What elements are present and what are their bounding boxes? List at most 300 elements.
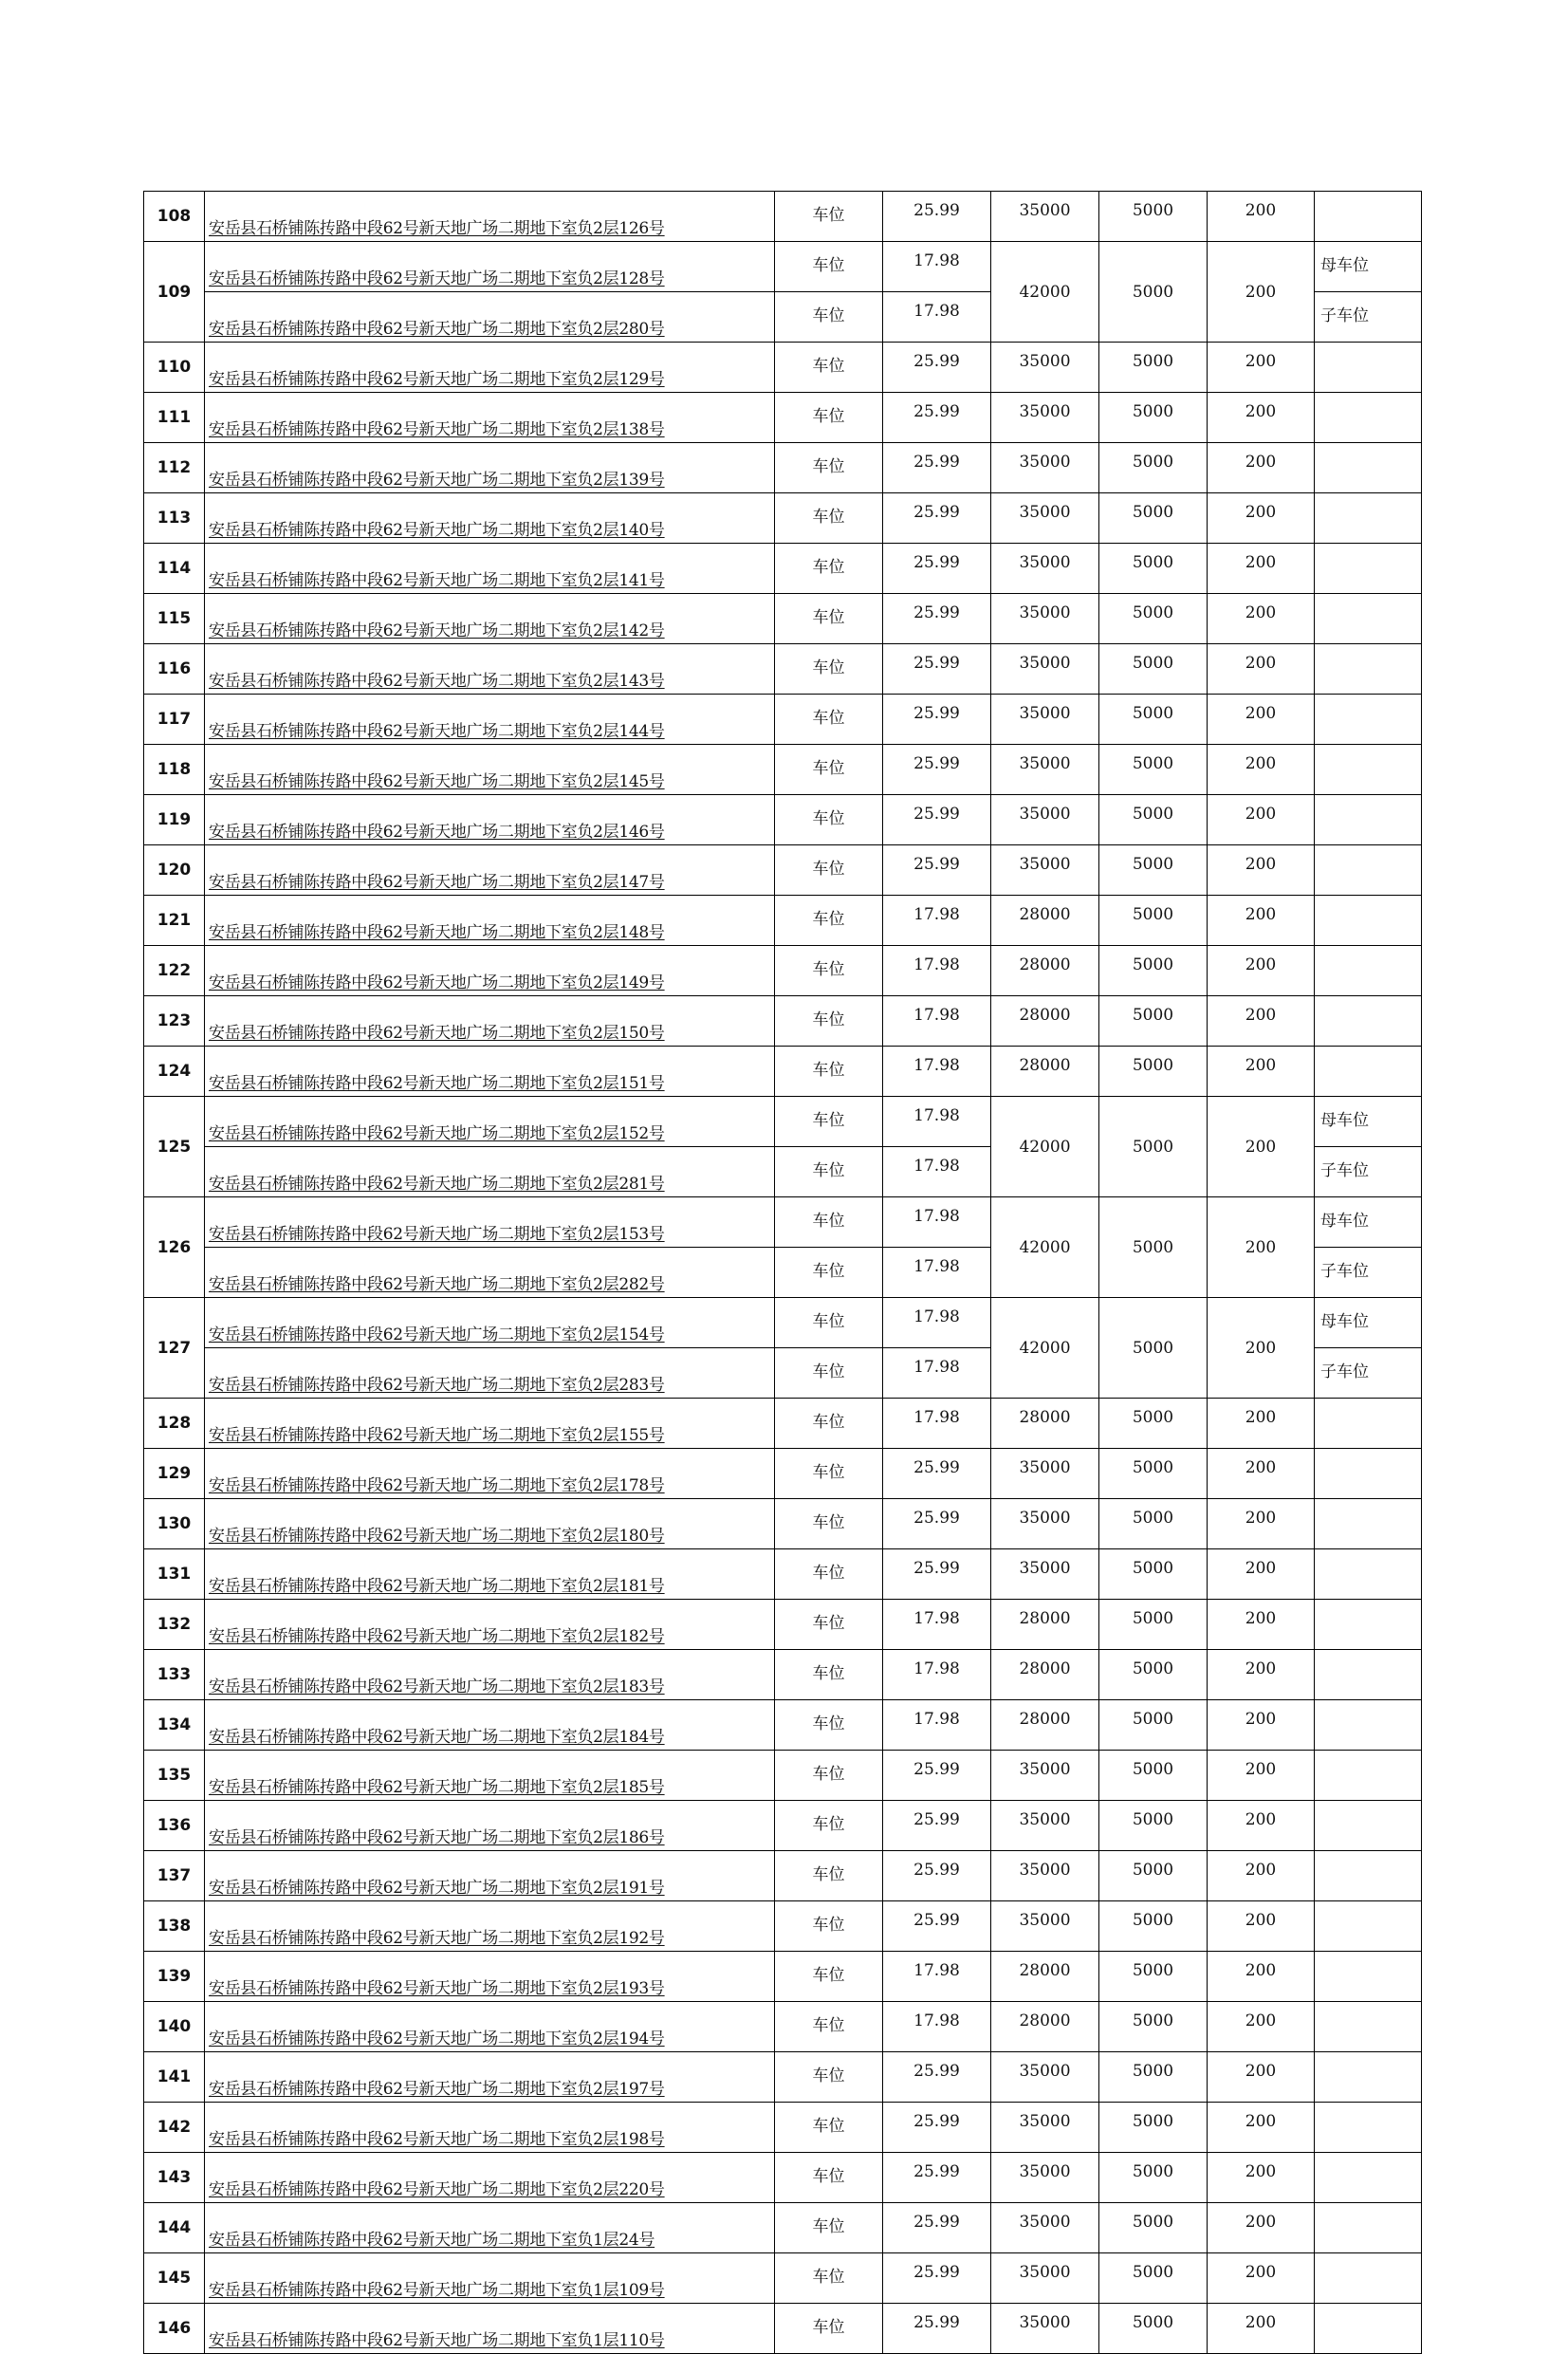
note-cell xyxy=(1315,2002,1422,2052)
area-cell: 17.98 xyxy=(883,1650,991,1700)
price-cell: 28000 xyxy=(991,1700,1099,1751)
note-cell: 子车位 xyxy=(1315,292,1422,343)
note-cell xyxy=(1315,1751,1422,1801)
row-number: 126 xyxy=(144,1197,205,1298)
note-cell xyxy=(1315,695,1422,745)
address-cell: 安岳县石桥铺陈抟路中段62号新天地广场二期地下室负2层140号 xyxy=(205,493,775,544)
area-cell: 17.98 xyxy=(883,242,991,292)
row-number: 115 xyxy=(144,594,205,644)
area-cell: 17.98 xyxy=(883,1399,991,1449)
deposit-cell: 5000 xyxy=(1099,996,1208,1047)
address-cell: 安岳县石桥铺陈抟路中段62号新天地广场二期地下室负2层142号 xyxy=(205,594,775,644)
price-cell: 35000 xyxy=(991,393,1099,443)
fee-cell: 200 xyxy=(1208,1751,1315,1801)
fee-cell: 200 xyxy=(1208,1097,1315,1197)
price-cell: 42000 xyxy=(991,1097,1099,1197)
table-row xyxy=(144,896,1422,946)
table-row xyxy=(144,795,1422,845)
fee-cell: 200 xyxy=(1208,1549,1315,1600)
fee-cell: 200 xyxy=(1208,2304,1315,2354)
address-cell: 安岳县石桥铺陈抟路中段62号新天地广场二期地下室负2层198号 xyxy=(205,2103,775,2153)
type-cell: 车位 xyxy=(775,1197,883,1248)
fee-cell: 200 xyxy=(1208,1600,1315,1650)
area-cell: 25.99 xyxy=(883,192,991,242)
address-cell: 安岳县石桥铺陈抟路中段62号新天地广场二期地下室负2层148号 xyxy=(205,896,775,946)
type-cell: 车位 xyxy=(775,2253,883,2304)
note-cell xyxy=(1315,2253,1422,2304)
price-cell: 35000 xyxy=(991,2103,1099,2153)
parking-table xyxy=(143,191,1422,2354)
note-cell xyxy=(1315,192,1422,242)
table-row xyxy=(144,745,1422,795)
area-cell: 17.98 xyxy=(883,1248,991,1298)
area-cell: 25.99 xyxy=(883,795,991,845)
address-cell: 安岳县石桥铺陈抟路中段62号新天地广场二期地下室负2层139号 xyxy=(205,443,775,493)
price-cell: 35000 xyxy=(991,343,1099,393)
note-cell xyxy=(1315,2052,1422,2103)
area-cell: 25.99 xyxy=(883,343,991,393)
address-cell: 安岳县石桥铺陈抟路中段62号新天地广场二期地下室负2层281号 xyxy=(205,1147,775,1197)
deposit-cell: 5000 xyxy=(1099,594,1208,644)
type-cell: 车位 xyxy=(775,242,883,292)
row-number: 137 xyxy=(144,1851,205,1901)
area-cell: 25.99 xyxy=(883,1449,991,1499)
fee-cell: 200 xyxy=(1208,1851,1315,1901)
table-row xyxy=(144,2253,1422,2304)
price-cell: 35000 xyxy=(991,695,1099,745)
address-cell: 安岳县石桥铺陈抟路中段62号新天地广场二期地下室负2层181号 xyxy=(205,1549,775,1600)
price-cell: 42000 xyxy=(991,1298,1099,1399)
price-cell: 35000 xyxy=(991,1449,1099,1499)
deposit-cell: 5000 xyxy=(1099,896,1208,946)
area-cell: 25.99 xyxy=(883,1549,991,1600)
area-cell: 25.99 xyxy=(883,2103,991,2153)
table-row xyxy=(144,242,1422,292)
address-cell: 安岳县石桥铺陈抟路中段62号新天地广场二期地下室负2层280号 xyxy=(205,292,775,343)
deposit-cell: 5000 xyxy=(1099,2103,1208,2153)
deposit-cell: 5000 xyxy=(1099,1549,1208,1600)
row-number: 131 xyxy=(144,1549,205,1600)
area-cell: 25.99 xyxy=(883,745,991,795)
fee-cell: 200 xyxy=(1208,2203,1315,2253)
area-cell: 17.98 xyxy=(883,996,991,1047)
area-cell: 17.98 xyxy=(883,1700,991,1751)
address-cell: 安岳县石桥铺陈抟路中段62号新天地广场二期地下室负2层155号 xyxy=(205,1399,775,1449)
deposit-cell: 5000 xyxy=(1099,493,1208,544)
deposit-cell: 5000 xyxy=(1099,2203,1208,2253)
table-row xyxy=(144,946,1422,996)
table-row xyxy=(144,1549,1422,1600)
type-cell: 车位 xyxy=(775,1600,883,1650)
fee-cell: 200 xyxy=(1208,695,1315,745)
table-row xyxy=(144,1600,1422,1650)
note-cell xyxy=(1315,1399,1422,1449)
row-number: 111 xyxy=(144,393,205,443)
address-cell: 安岳县石桥铺陈抟路中段62号新天地广场二期地下室负2层220号 xyxy=(205,2153,775,2203)
fee-cell: 200 xyxy=(1208,896,1315,946)
address-cell: 安岳县石桥铺陈抟路中段62号新天地广场二期地下室负2层192号 xyxy=(205,1901,775,1952)
note-cell: 子车位 xyxy=(1315,1248,1422,1298)
fee-cell: 200 xyxy=(1208,393,1315,443)
area-cell: 25.99 xyxy=(883,2203,991,2253)
row-number: 139 xyxy=(144,1952,205,2002)
deposit-cell: 5000 xyxy=(1099,2253,1208,2304)
price-cell: 35000 xyxy=(991,594,1099,644)
price-cell: 42000 xyxy=(991,242,1099,343)
address-cell: 安岳县石桥铺陈抟路中段62号新天地广场二期地下室负2层183号 xyxy=(205,1650,775,1700)
area-cell: 25.99 xyxy=(883,2052,991,2103)
price-cell: 28000 xyxy=(991,1399,1099,1449)
address-cell: 安岳县石桥铺陈抟路中段62号新天地广场二期地下室负2层186号 xyxy=(205,1801,775,1851)
row-number: 146 xyxy=(144,2304,205,2354)
row-number: 140 xyxy=(144,2002,205,2052)
area-cell: 25.99 xyxy=(883,393,991,443)
fee-cell: 200 xyxy=(1208,946,1315,996)
price-cell: 28000 xyxy=(991,1952,1099,2002)
note-cell xyxy=(1315,1047,1422,1097)
deposit-cell: 5000 xyxy=(1099,1901,1208,1952)
row-number: 138 xyxy=(144,1901,205,1952)
deposit-cell: 5000 xyxy=(1099,1298,1208,1399)
area-cell: 25.99 xyxy=(883,1499,991,1549)
address-cell: 安岳县石桥铺陈抟路中段62号新天地广场二期地下室负1层110号 xyxy=(205,2304,775,2354)
deposit-cell: 5000 xyxy=(1099,393,1208,443)
type-cell: 车位 xyxy=(775,1097,883,1147)
address-cell: 安岳县石桥铺陈抟路中段62号新天地广场二期地下室负2层193号 xyxy=(205,1952,775,2002)
type-cell: 车位 xyxy=(775,1751,883,1801)
type-cell: 车位 xyxy=(775,443,883,493)
note-cell xyxy=(1315,2203,1422,2253)
price-cell: 42000 xyxy=(991,1197,1099,1298)
note-cell xyxy=(1315,644,1422,695)
price-cell: 35000 xyxy=(991,544,1099,594)
area-cell: 25.99 xyxy=(883,493,991,544)
address-cell: 安岳县石桥铺陈抟路中段62号新天地广场二期地下室负2层151号 xyxy=(205,1047,775,1097)
row-number: 123 xyxy=(144,996,205,1047)
price-cell: 28000 xyxy=(991,2002,1099,2052)
deposit-cell: 5000 xyxy=(1099,1952,1208,2002)
deposit-cell: 5000 xyxy=(1099,2002,1208,2052)
price-cell: 28000 xyxy=(991,946,1099,996)
area-cell: 25.99 xyxy=(883,1901,991,1952)
fee-cell: 200 xyxy=(1208,192,1315,242)
note-cell xyxy=(1315,2304,1422,2354)
table-row xyxy=(144,695,1422,745)
type-cell: 车位 xyxy=(775,1700,883,1751)
row-number: 113 xyxy=(144,493,205,544)
address-cell: 安岳县石桥铺陈抟路中段62号新天地广场二期地下室负2层145号 xyxy=(205,745,775,795)
fee-cell: 200 xyxy=(1208,2052,1315,2103)
fee-cell: 200 xyxy=(1208,2253,1315,2304)
area-cell: 25.99 xyxy=(883,845,991,896)
address-cell: 安岳县石桥铺陈抟路中段62号新天地广场二期地下室负2层152号 xyxy=(205,1097,775,1147)
type-cell: 车位 xyxy=(775,393,883,443)
fee-cell: 200 xyxy=(1208,343,1315,393)
row-number: 121 xyxy=(144,896,205,946)
area-cell: 25.99 xyxy=(883,594,991,644)
table-row xyxy=(144,594,1422,644)
fee-cell: 200 xyxy=(1208,544,1315,594)
type-cell: 车位 xyxy=(775,1851,883,1901)
deposit-cell: 5000 xyxy=(1099,1751,1208,1801)
type-cell: 车位 xyxy=(775,493,883,544)
area-cell: 17.98 xyxy=(883,896,991,946)
table-row xyxy=(144,1901,1422,1952)
price-cell: 35000 xyxy=(991,2203,1099,2253)
price-cell: 35000 xyxy=(991,192,1099,242)
address-cell: 安岳县石桥铺陈抟路中段62号新天地广场二期地下室负2层178号 xyxy=(205,1449,775,1499)
address-cell: 安岳县石桥铺陈抟路中段62号新天地广场二期地下室负2层154号 xyxy=(205,1298,775,1348)
deposit-cell: 5000 xyxy=(1099,544,1208,594)
price-cell: 35000 xyxy=(991,1549,1099,1600)
row-number: 144 xyxy=(144,2203,205,2253)
note-cell: 母车位 xyxy=(1315,242,1422,292)
fee-cell: 200 xyxy=(1208,1901,1315,1952)
table-row xyxy=(144,493,1422,544)
type-cell: 车位 xyxy=(775,1348,883,1399)
fee-cell: 200 xyxy=(1208,644,1315,695)
area-cell: 25.99 xyxy=(883,443,991,493)
deposit-cell: 5000 xyxy=(1099,1600,1208,1650)
price-cell: 28000 xyxy=(991,996,1099,1047)
table-row xyxy=(144,343,1422,393)
address-cell: 安岳县石桥铺陈抟路中段62号新天地广场二期地下室负2层150号 xyxy=(205,996,775,1047)
note-cell xyxy=(1315,594,1422,644)
area-cell: 17.98 xyxy=(883,1348,991,1399)
note-cell xyxy=(1315,2103,1422,2153)
address-cell: 安岳县石桥铺陈抟路中段62号新天地广场二期地下室负2层182号 xyxy=(205,1600,775,1650)
price-cell: 35000 xyxy=(991,1499,1099,1549)
deposit-cell: 5000 xyxy=(1099,1650,1208,1700)
area-cell: 17.98 xyxy=(883,292,991,343)
row-number: 119 xyxy=(144,795,205,845)
fee-cell: 200 xyxy=(1208,594,1315,644)
area-cell: 25.99 xyxy=(883,2304,991,2354)
deposit-cell: 5000 xyxy=(1099,795,1208,845)
address-cell: 安岳县石桥铺陈抟路中段62号新天地广场二期地下室负2层149号 xyxy=(205,946,775,996)
fee-cell: 200 xyxy=(1208,493,1315,544)
note-cell xyxy=(1315,745,1422,795)
note-cell xyxy=(1315,1700,1422,1751)
row-number: 135 xyxy=(144,1751,205,1801)
area-cell: 17.98 xyxy=(883,1047,991,1097)
fee-cell: 200 xyxy=(1208,1047,1315,1097)
type-cell: 车位 xyxy=(775,1901,883,1952)
table-row xyxy=(144,393,1422,443)
row-number: 136 xyxy=(144,1801,205,1851)
fee-cell: 200 xyxy=(1208,1952,1315,2002)
deposit-cell: 5000 xyxy=(1099,1700,1208,1751)
area-cell: 25.99 xyxy=(883,2253,991,2304)
note-cell xyxy=(1315,1801,1422,1851)
area-cell: 17.98 xyxy=(883,946,991,996)
fee-cell: 200 xyxy=(1208,2002,1315,2052)
deposit-cell: 5000 xyxy=(1099,192,1208,242)
note-cell xyxy=(1315,443,1422,493)
address-cell: 安岳县石桥铺陈抟路中段62号新天地广场二期地下室负2层180号 xyxy=(205,1499,775,1549)
area-cell: 17.98 xyxy=(883,1952,991,2002)
table-row xyxy=(144,2153,1422,2203)
deposit-cell: 5000 xyxy=(1099,1197,1208,1298)
deposit-cell: 5000 xyxy=(1099,644,1208,695)
address-cell: 安岳县石桥铺陈抟路中段62号新天地广场二期地下室负2层283号 xyxy=(205,1348,775,1399)
deposit-cell: 5000 xyxy=(1099,1499,1208,1549)
deposit-cell: 5000 xyxy=(1099,343,1208,393)
price-cell: 35000 xyxy=(991,1851,1099,1901)
area-cell: 17.98 xyxy=(883,1197,991,1248)
area-cell: 17.98 xyxy=(883,2002,991,2052)
note-cell xyxy=(1315,1499,1422,1549)
type-cell: 车位 xyxy=(775,1801,883,1851)
type-cell: 车位 xyxy=(775,544,883,594)
table-row xyxy=(144,443,1422,493)
note-cell: 子车位 xyxy=(1315,1348,1422,1399)
deposit-cell: 5000 xyxy=(1099,695,1208,745)
type-cell: 车位 xyxy=(775,2002,883,2052)
table-row xyxy=(144,845,1422,896)
fee-cell: 200 xyxy=(1208,2103,1315,2153)
price-cell: 28000 xyxy=(991,1047,1099,1097)
note-cell xyxy=(1315,845,1422,896)
type-cell: 车位 xyxy=(775,996,883,1047)
type-cell: 车位 xyxy=(775,2203,883,2253)
price-cell: 35000 xyxy=(991,1801,1099,1851)
note-cell xyxy=(1315,343,1422,393)
deposit-cell: 5000 xyxy=(1099,1399,1208,1449)
price-cell: 35000 xyxy=(991,644,1099,695)
fee-cell: 200 xyxy=(1208,2153,1315,2203)
type-cell: 车位 xyxy=(775,946,883,996)
address-cell: 安岳县石桥铺陈抟路中段62号新天地广场二期地下室负2层146号 xyxy=(205,795,775,845)
deposit-cell: 5000 xyxy=(1099,1097,1208,1197)
table-row xyxy=(144,1801,1422,1851)
type-cell: 车位 xyxy=(775,1650,883,1700)
type-cell: 车位 xyxy=(775,1499,883,1549)
type-cell: 车位 xyxy=(775,1449,883,1499)
address-cell: 安岳县石桥铺陈抟路中段62号新天地广场二期地下室负2层194号 xyxy=(205,2002,775,2052)
row-number: 114 xyxy=(144,544,205,594)
row-number: 128 xyxy=(144,1399,205,1449)
address-cell: 安岳县石桥铺陈抟路中段62号新天地广场二期地下室负2层185号 xyxy=(205,1751,775,1801)
row-number: 129 xyxy=(144,1449,205,1499)
fee-cell: 200 xyxy=(1208,845,1315,896)
row-number: 109 xyxy=(144,242,205,343)
fee-cell: 200 xyxy=(1208,996,1315,1047)
type-cell: 车位 xyxy=(775,1047,883,1097)
table-row xyxy=(144,2052,1422,2103)
row-number: 141 xyxy=(144,2052,205,2103)
address-cell: 安岳县石桥铺陈抟路中段62号新天地广场二期地下室负2层147号 xyxy=(205,845,775,896)
type-cell: 车位 xyxy=(775,1399,883,1449)
note-cell xyxy=(1315,393,1422,443)
address-cell: 安岳县石桥铺陈抟路中段62号新天地广场二期地下室负2层138号 xyxy=(205,393,775,443)
row-number: 127 xyxy=(144,1298,205,1399)
fee-cell: 200 xyxy=(1208,1197,1315,1298)
table-body xyxy=(144,192,1422,2354)
note-cell xyxy=(1315,544,1422,594)
address-cell: 安岳县石桥铺陈抟路中段62号新天地广场二期地下室负2层144号 xyxy=(205,695,775,745)
fee-cell: 200 xyxy=(1208,1499,1315,1549)
fee-cell: 200 xyxy=(1208,745,1315,795)
address-cell: 安岳县石桥铺陈抟路中段62号新天地广场二期地下室负2层128号 xyxy=(205,242,775,292)
table-row xyxy=(144,1399,1422,1449)
deposit-cell: 5000 xyxy=(1099,2052,1208,2103)
note-cell xyxy=(1315,493,1422,544)
note-cell: 子车位 xyxy=(1315,1147,1422,1197)
price-cell: 35000 xyxy=(991,795,1099,845)
price-cell: 35000 xyxy=(991,2304,1099,2354)
row-number: 145 xyxy=(144,2253,205,2304)
note-cell xyxy=(1315,1952,1422,2002)
table-row xyxy=(144,1952,1422,2002)
deposit-cell: 5000 xyxy=(1099,1801,1208,1851)
row-number: 143 xyxy=(144,2153,205,2203)
row-number: 116 xyxy=(144,644,205,695)
note-cell: 母车位 xyxy=(1315,1097,1422,1147)
type-cell: 车位 xyxy=(775,2103,883,2153)
row-number: 134 xyxy=(144,1700,205,1751)
table-row xyxy=(144,2304,1422,2354)
note-cell xyxy=(1315,896,1422,946)
table-row xyxy=(144,1097,1422,1147)
table-row xyxy=(144,1197,1422,1248)
fee-cell: 200 xyxy=(1208,1650,1315,1700)
type-cell: 车位 xyxy=(775,2304,883,2354)
area-cell: 17.98 xyxy=(883,1298,991,1348)
price-cell: 35000 xyxy=(991,2052,1099,2103)
row-number: 142 xyxy=(144,2103,205,2153)
row-number: 122 xyxy=(144,946,205,996)
note-cell xyxy=(1315,795,1422,845)
deposit-cell: 5000 xyxy=(1099,242,1208,343)
table-row xyxy=(144,1449,1422,1499)
fee-cell: 200 xyxy=(1208,1700,1315,1751)
type-cell: 车位 xyxy=(775,1549,883,1600)
table-row xyxy=(144,1298,1422,1348)
price-cell: 35000 xyxy=(991,1901,1099,1952)
note-cell xyxy=(1315,996,1422,1047)
address-cell: 安岳县石桥铺陈抟路中段62号新天地广场二期地下室负2层129号 xyxy=(205,343,775,393)
row-number: 132 xyxy=(144,1600,205,1650)
type-cell: 车位 xyxy=(775,2153,883,2203)
deposit-cell: 5000 xyxy=(1099,443,1208,493)
price-cell: 28000 xyxy=(991,1650,1099,1700)
row-number: 133 xyxy=(144,1650,205,1700)
fee-cell: 200 xyxy=(1208,242,1315,343)
type-cell: 车位 xyxy=(775,1248,883,1298)
price-cell: 35000 xyxy=(991,1751,1099,1801)
type-cell: 车位 xyxy=(775,594,883,644)
address-cell: 安岳县石桥铺陈抟路中段62号新天地广场二期地下室负2层126号 xyxy=(205,192,775,242)
row-number: 118 xyxy=(144,745,205,795)
table-row xyxy=(144,544,1422,594)
address-cell: 安岳县石桥铺陈抟路中段62号新天地广场二期地下室负2层143号 xyxy=(205,644,775,695)
area-cell: 17.98 xyxy=(883,1600,991,1650)
deposit-cell: 5000 xyxy=(1099,1047,1208,1097)
address-cell: 安岳县石桥铺陈抟路中段62号新天地广场二期地下室负2层282号 xyxy=(205,1248,775,1298)
fee-cell: 200 xyxy=(1208,1449,1315,1499)
area-cell: 17.98 xyxy=(883,1147,991,1197)
address-cell: 安岳县石桥铺陈抟路中段62号新天地广场二期地下室负2层197号 xyxy=(205,2052,775,2103)
area-cell: 25.99 xyxy=(883,1801,991,1851)
deposit-cell: 5000 xyxy=(1099,745,1208,795)
address-cell: 安岳县石桥铺陈抟路中段62号新天地广场二期地下室负2层141号 xyxy=(205,544,775,594)
type-cell: 车位 xyxy=(775,292,883,343)
note-cell xyxy=(1315,2153,1422,2203)
type-cell: 车位 xyxy=(775,1952,883,2002)
price-cell: 35000 xyxy=(991,745,1099,795)
note-cell xyxy=(1315,1650,1422,1700)
